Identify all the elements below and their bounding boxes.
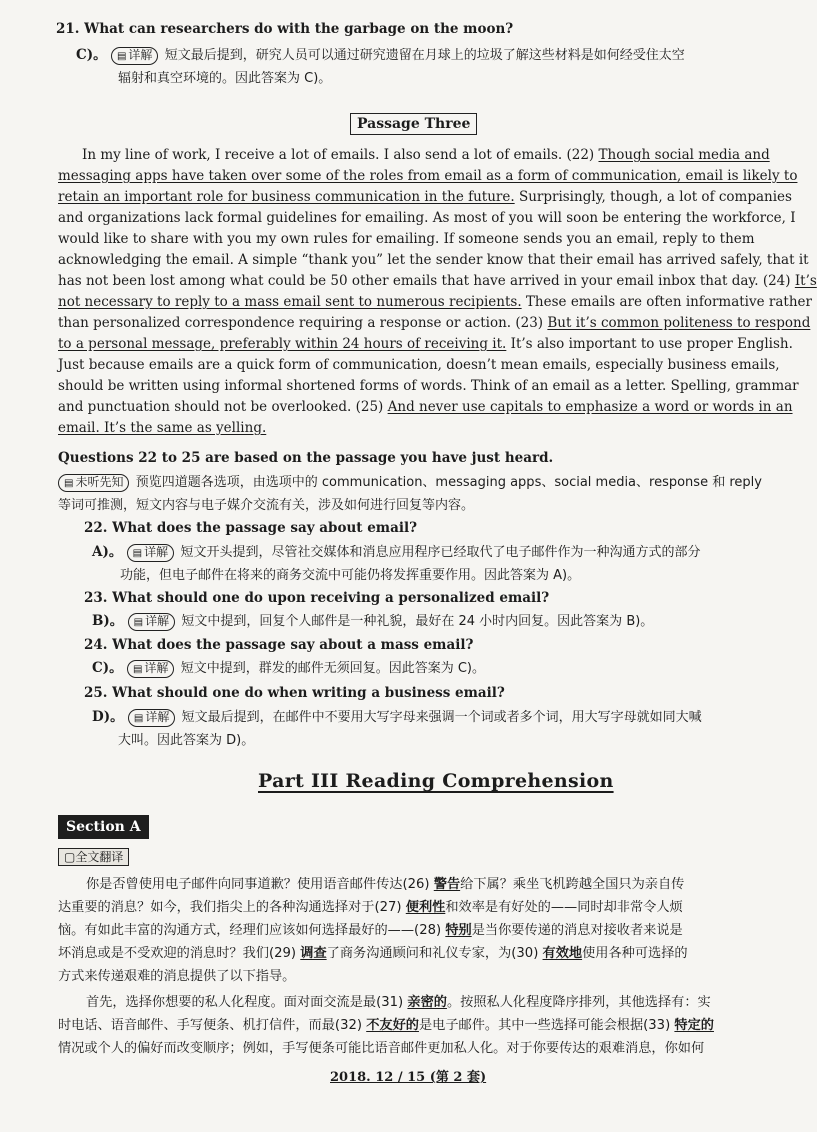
passage-line: than personalized correspondence requiring a response or action. (23) But it’s common politeness to respond (58, 315, 811, 331)
passage-line: acknowledging the email. A simple “thank you” let the sender know that their email has arrived safely, that it (58, 252, 809, 268)
preview-line-cont: 等词可推测，短文内容与电子媒介交流有关，涉及如何进行回复等内容。 (58, 498, 475, 513)
notebook-icon: ▤ (64, 478, 74, 489)
question-24: 24. What does the passage say about a mass email? (84, 637, 474, 653)
translation-line: 方式来传递艰难的消息提供了以下指导。 (58, 969, 296, 984)
passage-line: and punctuation should not be overlooked. (25) And never use capitals to emphasize a word or words in an (58, 399, 793, 415)
page-footer: 2018. 12 / 15 (第 2 套) (330, 1070, 487, 1085)
translation-line: 情况或个人的偏好而改变顺序；例如，手写便条可能比语音邮件更加私人化。对于你要传达的艰难消息，你如何 (58, 1041, 705, 1056)
translation-line: 首先，选择你想要的私人化程度。面对面交流是最(31) 亲密的。按照私人化程度降序排列，其他选择有：实 (86, 995, 711, 1010)
answer-25: D)。 ▤ 详解 短文最后提到，在邮件中不要用大写字母来强调一个词或者多个词，用大写字母就如同大喊 (92, 709, 702, 725)
explain-tag: ▤ 详解 (111, 47, 158, 65)
question-23: 23. What should one do upon receiving a personalized email? (84, 590, 550, 606)
translation-tag: ▢全文翻译 (58, 848, 129, 866)
passage-line: has not been lost among what could be 50 other emails that have arrived in your email inbox that day. (24) It’s (58, 273, 817, 289)
passage-line: and organizations lack formal guidelines for emailing. As most of you will soon be entering the workforce, I (58, 210, 796, 226)
explain-tag: ▤ 详解 (127, 544, 174, 562)
question-25: 25. What should one do when writing a business email? (84, 685, 505, 701)
passage-title: Passage Three (350, 113, 477, 135)
answer-21-letter: C)。 (76, 47, 107, 63)
checkbox-icon: ▢ (64, 850, 76, 864)
questions-intro: Questions 22 to 25 are based on the passage you have just heard. (58, 450, 554, 466)
notebook-icon: ▤ (116, 51, 127, 62)
notebook-icon: ▤ (133, 617, 144, 628)
part-title: Part III Reading Comprehension (258, 770, 614, 792)
notebook-icon: ▤ (132, 664, 143, 675)
preview-tag: ▤ 未听先知 (58, 474, 129, 492)
translation-line: 恼。有如此丰富的沟通方式，经理们应该如何选择最好的——(28) 特别是当你要传递的消息对接收者来说是 (58, 923, 683, 938)
translation-line: 达重要的消息？如今，我们指尖上的各种沟通选择对于(27) 便利性和效率是有好处的——同时却非常令人烦 (58, 900, 683, 915)
answer-24: C)。 ▤ 详解 短文中提到，群发的邮件无须回复。因此答案为 C)。 (92, 660, 485, 676)
explain-text-cont: 辐射和真空环境的。因此答案为 C)。 (118, 71, 332, 86)
passage-line: should be written using informal shortened forms of words. Think of an email as a letter. Spelling, grammar (58, 378, 799, 394)
answer-21 (76, 46, 685, 65)
question-22: 22. What does the passage say about email? (84, 520, 418, 536)
translation-line: 你是否曾使用电子邮件向同事道歉？使用语音邮件传达(26) 警告给下属？乘坐飞机跨越全国只为亲自传 (86, 877, 685, 892)
explain-tag: ▤ 详解 (128, 613, 175, 631)
question-21: 21. What can researchers do with the garbage on the moon? (56, 21, 514, 37)
notebook-icon: ▤ (133, 713, 144, 724)
passage-line: to a personal message, preferably within 24 hours of receiving it. It’s also important to use proper English. (58, 336, 793, 352)
explain-text-cont: 功能，但电子邮件在将来的商务交流中可能仍将发挥重要作用。因此答案为 A)。 (120, 568, 581, 583)
passage-line: not necessary to reply to a mass email sent to numerous recipients. These emails are often informative rather (58, 294, 812, 310)
explain-tag: ▤ 详解 (128, 709, 175, 727)
notebook-icon: ▤ (132, 548, 143, 559)
explain-tag: ▤ 详解 (127, 660, 174, 678)
answer-23: B)。 ▤ 详解 短文中提到，回复个人邮件是一种礼貌，最好在 24 小时内回复。因此答案为 B)。 (92, 613, 654, 629)
passage-line: retain an important role for business communication in the future. Surprisingly, though, a lot of companies (58, 189, 792, 205)
section-heading: Section A (58, 815, 149, 839)
passage-line: In my line of work, I receive a lot of emails. I also send a lot of emails. (22) Though social media and (82, 147, 770, 163)
preview-line: ▤ 未听先知 预览四道题各选项，由选项中的 communication、messaging apps、social media、response 和 reply (58, 473, 762, 492)
passage-line: Just because emails are a quick form of communication, doesn’t mean emails, especially business emails, (58, 357, 780, 373)
passage-line: email. It’s the same as yelling. (58, 420, 267, 436)
explain-text: 短文最后提到，研究人员可以通过研究遗留在月球上的垃圾了解这些材料是如何经受住太空 (164, 48, 685, 63)
passage-line: would like to share with you my own rules for emailing. If someone sends you an email, reply to them (58, 231, 755, 247)
translation-line: 时电话、语音邮件、手写便条、机打信件，而最(32) 不友好的是电子邮件。其中一些选择可能会根据(33) 特定的 (58, 1018, 714, 1033)
answer-22: A)。 ▤ 详解 短文开头提到，尽管社交媒体和消息应用程序已经取代了电子邮件作为一种沟通方式的部分 (92, 544, 701, 560)
explain-text-cont: 大叫。因此答案为 D)。 (118, 733, 255, 748)
translation-line: 坏消息或是不受欢迎的消息时？我们(29) 调查了商务沟通顾问和礼仪专家，为(30) 有效地使用各种可选择的 (58, 946, 688, 961)
passage-line: messaging apps have taken over some of the roles from email as a form of communication, email is likely to (58, 168, 798, 184)
